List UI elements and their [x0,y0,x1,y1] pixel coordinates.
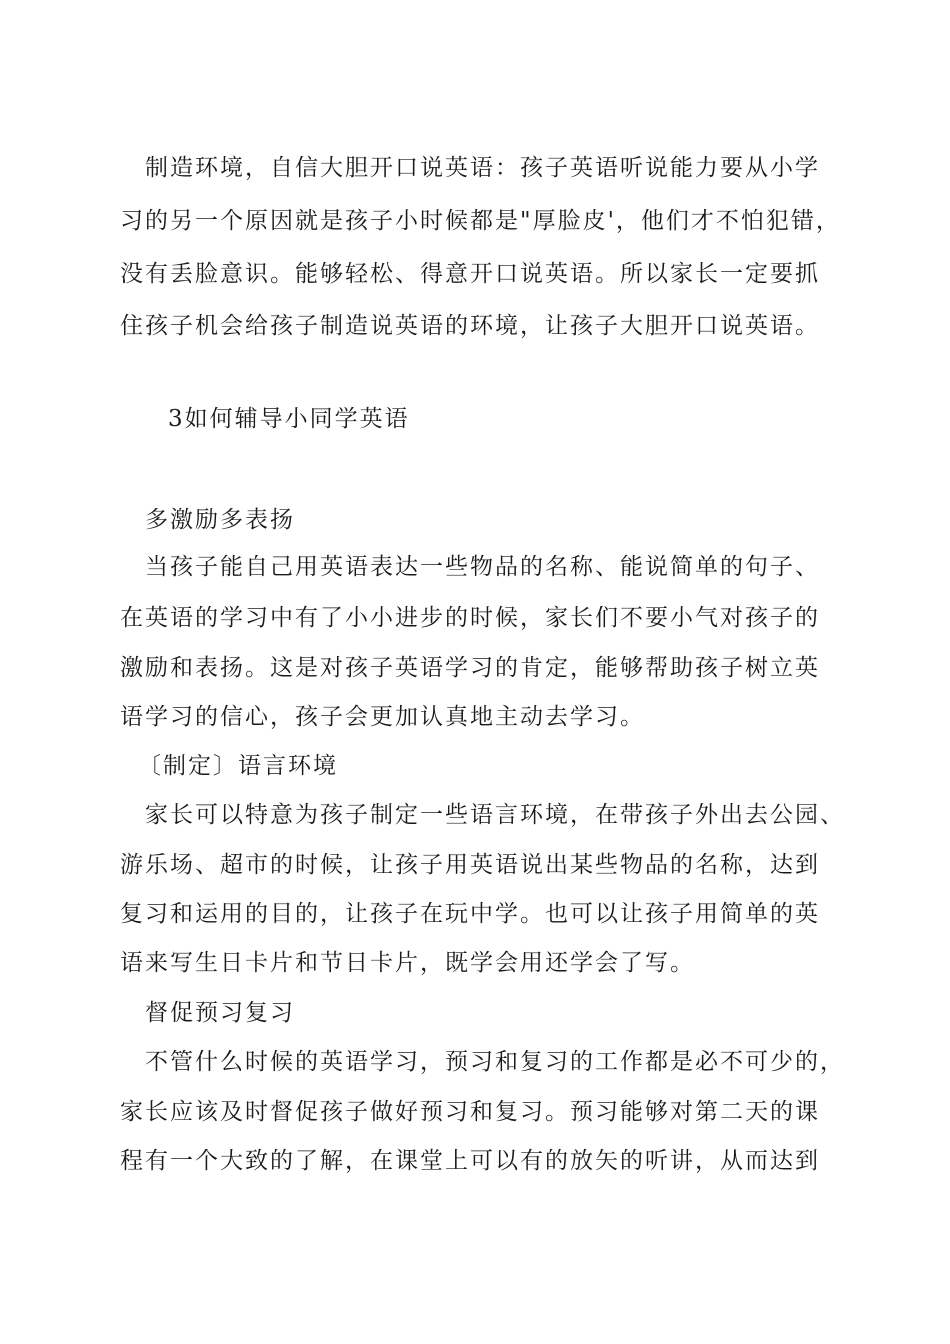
paragraph-line: 家长应该及时督促孩子做好预习和复习。预习能够对第二天的课 [120,1099,820,1125]
paragraph-line: 语来写生日卡片和节日卡片，既学会用还学会了写。 [120,950,695,976]
paragraph-line: 家长可以特意为孩子制定一些语言环境，在带孩子外出去公园、 [145,802,845,828]
paragraph-line: 在英语的学习中有了小小进步的时候，家长们不要小气对孩子的 [120,605,820,631]
paragraph-line: 没有丢脸意识。能够轻松、得意开口说英语。所以家长一定要抓 [120,261,820,287]
paragraph-line: 游乐场、超市的时候，让孩子用英语说出某些物品的名称，达到 [120,852,820,878]
paragraph-line: 习的另一个原因就是孩子小时候都是"厚脸皮'，他们才不怕犯错， [120,208,841,234]
paragraph-line: 住孩子机会给孩子制造说英语的环境，让孩子大胆开口说英语。 [120,313,820,339]
paragraph-line: 语学习的信心，孩子会更加认真地主动去学习。 [120,704,645,730]
section-heading: 3如何辅导小同学英语 [168,406,410,432]
paragraph-line: 程有一个大致的了解，在课堂上可以有的放矢的听讲，从而达到 [120,1148,820,1174]
paragraph-line: 当孩子能自己用英语表达一些物品的名称、能说简单的句子、 [145,554,820,580]
subheading: 督促预习复习 [145,1000,295,1026]
paragraph-line: 制造环境，自信大胆开口说英语：孩子英语听说能力要从小学 [145,155,820,181]
paragraph-line: 复习和运用的目的，让孩子在玩中学。也可以让孩子用简单的英 [120,901,820,927]
paragraph-line: 激励和表扬。这是对孩子英语学习的肯定，能够帮助孩子树立英 [120,655,820,681]
subheading: 多激励多表扬 [145,507,295,533]
paragraph-line: 不管什么时候的英语学习，预习和复习的工作都是必不可少的， [145,1049,845,1075]
subheading: 〔制定〕语言环境 [138,753,338,779]
